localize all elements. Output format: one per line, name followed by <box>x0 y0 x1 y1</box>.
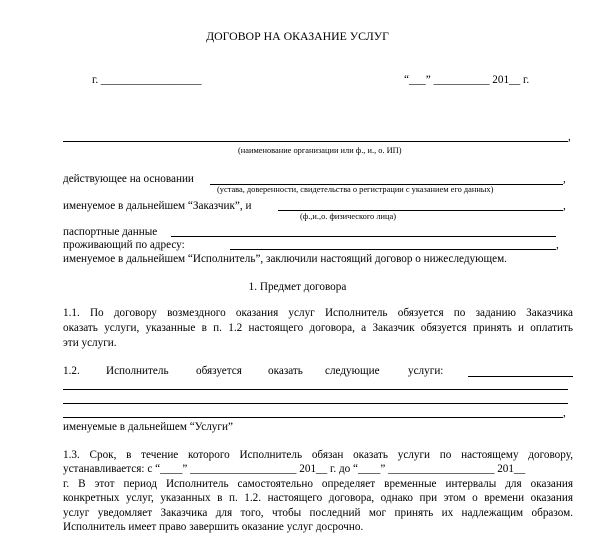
clause-1-2-word-1: 1.2. <box>63 365 80 377</box>
section-1-title: 1. Предмет договора <box>248 281 347 293</box>
services-underline-4 <box>63 417 563 418</box>
clause-1-2-word-4: оказать <box>268 365 303 377</box>
date-field <box>404 73 529 88</box>
org-name-underline <box>63 141 568 142</box>
term-to-rest: ” ___________________ 201__ <box>380 463 526 475</box>
customer-label: именуемое в дальнейшем “Заказчик”, и <box>63 200 252 212</box>
clause-1-3-line-6: Исполнитель имеет право завершить оказание услуг досрочно. <box>63 521 364 533</box>
clause-1-1-line-2: оказать услуги, указанные в п. 1.2 настоящего договора, а Заказчик обязуется принять и оплатить <box>63 322 573 334</box>
city-field <box>92 73 202 88</box>
document-title: ДОГОВОР НА ОКАЗАНИЕ УСЛУГ <box>206 29 389 43</box>
date-month-blank: __________ <box>430 74 493 86</box>
date-year: 201__ г. <box>492 74 530 86</box>
date-day-blank: ___ <box>408 74 426 86</box>
clause-1-2-word-3: обязуется <box>196 365 242 377</box>
clause-1-3-line-1: 1.3. Срок, в течение которого Исполнитель обязан оказать услуги по настоящему договору, <box>63 449 573 461</box>
term-from-day-blank: ____ <box>160 463 183 475</box>
term-to-day-blank: ____ <box>358 463 381 475</box>
services-underline-3 <box>63 403 568 404</box>
services-label: именуемые в дальнейшем “Услуги” <box>63 421 233 433</box>
clause-1-2-word-5: следующие <box>325 365 380 377</box>
basis-comma: , <box>563 173 566 185</box>
term-from-label: устанавливается: с “ <box>63 463 161 475</box>
clause-1-1-line-3: эти услуги. <box>63 337 117 349</box>
address-label: проживающий по адресу: <box>63 239 185 251</box>
clause-1-2-word-2: Исполнитель <box>106 365 169 377</box>
org-name-comma: , <box>568 131 571 143</box>
clause-1-3-line-5: услуг уведомляет Заказчика для того, чтобы последний мог принять их надлежащим образом. <box>63 507 573 519</box>
executor-line: именуемое в дальнейшем “Исполнитель”, заключили настоящий договор о нижеследующем. <box>63 253 507 265</box>
passport-label: паспортные данные <box>63 226 158 238</box>
date-quote-close: ” <box>425 74 431 86</box>
org-name-hint: (наименование организации или ф., и., о. ИП) <box>238 146 402 155</box>
clause-1-3-line-2 <box>63 462 525 477</box>
customer-comma: , <box>563 200 566 212</box>
term-from-rest: ” ___________________ 201__ г. до “ <box>182 463 358 475</box>
basis-label: действующее на основании <box>63 173 194 185</box>
date-quote-open: “ <box>404 74 409 86</box>
city-blank: __________________ <box>100 74 202 86</box>
clause-1-2-word-6: услуги: <box>408 365 444 377</box>
basis-hint: (устава, доверенности, свидетельства о регистрации с указанием его данных) <box>217 185 494 194</box>
person-hint: (ф.,и.,о. физического лица) <box>300 212 396 221</box>
clause-1-3-line-4: конкретных услуг, указанных в п. 1.2. настоящего договора, однако при этом о времени оказания <box>63 492 573 504</box>
address-underline <box>230 249 556 250</box>
services-underline-1 <box>468 376 573 377</box>
address-comma: , <box>556 239 559 251</box>
services-underline-2 <box>63 389 568 390</box>
customer-person-underline <box>278 210 563 211</box>
services-comma: , <box>563 407 566 419</box>
clause-1-1-line-1: 1.1. По договору возмездного оказания услуг Исполнитель обязуется по заданию Заказчика <box>63 307 573 319</box>
city-prefix: г. <box>92 74 101 86</box>
passport-underline <box>171 236 556 237</box>
clause-1-3-line-3: г. В этот период Исполнитель самостоятельно определяет временные интервалы для оказания <box>63 478 573 490</box>
